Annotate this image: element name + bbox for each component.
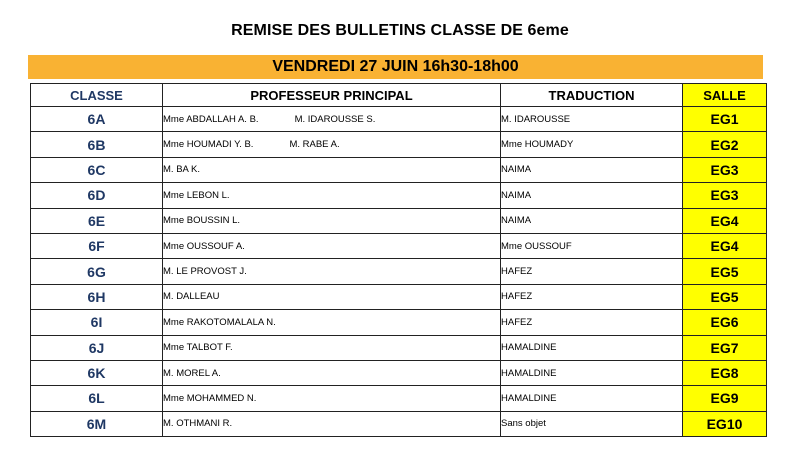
cell-classe: 6H <box>31 284 163 309</box>
cell-professeur <box>163 233 501 258</box>
cell-traduction: HAFEZ <box>501 259 683 284</box>
header-professeur: PROFESSEUR PRINCIPAL <box>163 84 501 107</box>
table-row <box>31 360 767 385</box>
professeur-name-2: M. RABE A. <box>289 139 340 151</box>
cell-salle: EG9 <box>683 386 767 411</box>
cell-professeur <box>163 157 501 182</box>
table-header-row <box>31 84 767 107</box>
cell-traduction: HAMALDINE <box>501 386 683 411</box>
cell-traduction: NAIMA <box>501 208 683 233</box>
cell-salle: EG5 <box>683 259 767 284</box>
professeur-name: Mme RAKOTOMALALA N. <box>163 316 276 328</box>
header-traduction: TRADUCTION <box>501 84 683 107</box>
table-row <box>31 208 767 233</box>
table-row <box>31 233 767 258</box>
professeur-name: Mme HOUMADI Y. B. <box>163 139 254 151</box>
professeur-name: Mme TALBOT F. <box>163 342 233 354</box>
cell-salle: EG10 <box>683 411 767 436</box>
cell-salle: EG4 <box>683 208 767 233</box>
table-row <box>31 132 767 157</box>
header-classe: CLASSE <box>31 84 163 107</box>
cell-professeur <box>163 335 501 360</box>
cell-salle: EG3 <box>683 183 767 208</box>
cell-professeur <box>163 132 501 157</box>
cell-traduction: HAFEZ <box>501 310 683 335</box>
cell-traduction: NAIMA <box>501 183 683 208</box>
table-row <box>31 157 767 182</box>
cell-traduction: NAIMA <box>501 157 683 182</box>
professeur-name: M. LE PROVOST J. <box>163 266 247 278</box>
cell-traduction: HAMALDINE <box>501 335 683 360</box>
cell-classe: 6E <box>31 208 163 233</box>
cell-traduction: Sans objet <box>501 411 683 436</box>
cell-traduction: Mme OUSSOUF <box>501 233 683 258</box>
cell-salle: EG8 <box>683 360 767 385</box>
cell-professeur <box>163 360 501 385</box>
professeur-name: Mme MOHAMMED N. <box>163 392 257 404</box>
page-title: REMISE DES BULLETINS CLASSE DE 6eme <box>231 22 569 39</box>
table-row <box>31 411 767 436</box>
professeur-name: M. DALLEAU <box>163 291 220 303</box>
professeur-name: M. BA K. <box>163 164 200 176</box>
cell-salle: EG7 <box>683 335 767 360</box>
professeur-name: Mme ABDALLAH A. B. <box>163 113 259 125</box>
cell-salle: EG1 <box>683 107 767 132</box>
cell-professeur <box>163 284 501 309</box>
cell-professeur <box>163 208 501 233</box>
cell-classe: 6I <box>31 310 163 335</box>
table-row <box>31 183 767 208</box>
cell-classe: 6C <box>31 157 163 182</box>
cell-professeur <box>163 310 501 335</box>
cell-classe: 6F <box>31 233 163 258</box>
table-row <box>31 259 767 284</box>
professeur-name: Mme OUSSOUF A. <box>163 240 245 252</box>
cell-classe: 6J <box>31 335 163 360</box>
cell-traduction: HAFEZ <box>501 284 683 309</box>
cell-classe: 6B <box>31 132 163 157</box>
table-row <box>31 386 767 411</box>
cell-professeur <box>163 183 501 208</box>
cell-traduction: HAMALDINE <box>501 360 683 385</box>
date-banner: VENDREDI 27 JUIN 16h30-18h00 <box>28 55 763 79</box>
cell-classe: 6M <box>31 411 163 436</box>
professeur-name: M. MOREL A. <box>163 367 221 379</box>
cell-salle: EG6 <box>683 310 767 335</box>
cell-classe: 6D <box>31 183 163 208</box>
cell-traduction: Mme HOUMADY <box>501 132 683 157</box>
cell-salle: EG2 <box>683 132 767 157</box>
table-row <box>31 284 767 309</box>
professeur-name: Mme BOUSSIN L. <box>163 215 241 227</box>
header-salle: SALLE <box>683 84 767 107</box>
cell-salle: EG3 <box>683 157 767 182</box>
professeur-name: M. OTHMANI R. <box>163 418 233 430</box>
cell-classe: 6A <box>31 107 163 132</box>
schedule-table <box>30 83 767 437</box>
table-row <box>31 335 767 360</box>
cell-salle: EG4 <box>683 233 767 258</box>
cell-professeur <box>163 259 501 284</box>
cell-salle: EG5 <box>683 284 767 309</box>
cell-professeur <box>163 107 501 132</box>
cell-professeur <box>163 386 501 411</box>
professeur-name-2: M. IDAROUSSE S. <box>294 113 376 125</box>
cell-classe: 6G <box>31 259 163 284</box>
table-row <box>31 310 767 335</box>
cell-traduction: M. IDAROUSSE <box>501 107 683 132</box>
professeur-name: Mme LEBON L. <box>163 189 230 201</box>
cell-classe: 6K <box>31 360 163 385</box>
table-row <box>31 107 767 132</box>
cell-classe: 6L <box>31 386 163 411</box>
cell-professeur <box>163 411 501 436</box>
